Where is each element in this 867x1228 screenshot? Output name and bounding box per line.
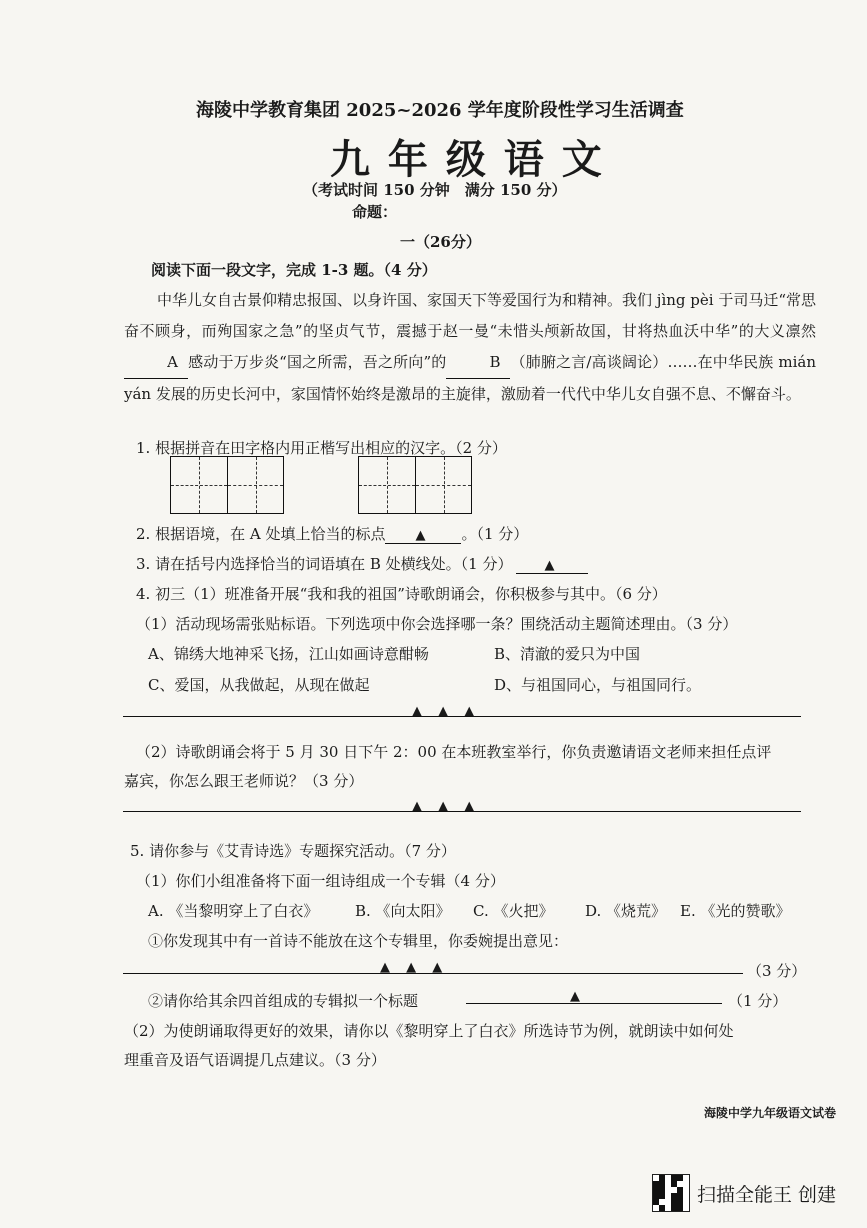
answer-blank-q3[interactable] — [516, 555, 588, 574]
option-b: B、清澈的爱只为中国 — [494, 645, 641, 663]
answer-marker: ▲ ▲ ▲ — [412, 704, 481, 719]
answer-line-q4-2[interactable] — [123, 811, 801, 812]
option-a: A、锦绣大地神采飞扬，江山如画诗意酣畅 — [148, 645, 429, 663]
passage-part-2: 感动于万步炎“国之所需，吾之所向”的 — [188, 353, 447, 371]
question-5: 5. 请你参与《艾青诗选》专题探究活动。（7 分） — [130, 842, 456, 860]
question-2-text: 2. 根据语境，在 A 处填上恰当的标点 — [136, 525, 386, 543]
answer-marker: ▲ — [544, 558, 561, 573]
poem-b: B. 《向太阳》 — [355, 902, 451, 920]
section-title: 一（26分） — [400, 233, 481, 251]
tianzige-grid-1[interactable] — [170, 456, 284, 514]
setter-label: 命题： — [352, 203, 398, 221]
answer-marker: ▲ ▲ ▲ — [380, 960, 449, 975]
question-5-sub-2-line-1: （2）为使朗诵取得更好的效果，请你以《黎明穿上了白衣》所选诗节为例，就朗读中如何处 — [124, 1022, 734, 1040]
question-5-sub-1: （1）你们小组准备将下面一组诗组成一个专辑（4 分） — [136, 872, 505, 890]
answer-blank-q2[interactable] — [385, 525, 461, 544]
question-3 — [136, 553, 588, 574]
subject-title: 九 年 级 语 文 — [330, 136, 604, 183]
grid-cell[interactable] — [415, 457, 471, 513]
grid-cell[interactable] — [359, 457, 415, 513]
exam-info: （考试时间 150 分钟 满分 150 分） — [303, 181, 567, 199]
option-d: D、与祖国同心，与祖国同行。 — [494, 676, 702, 694]
question-4-sub-2-line-1: （2）诗歌朗诵会将于 5 月 30 日下午 2：00 在本班教室举行，你负责邀请语文老师来担任点评 — [136, 743, 772, 761]
question-5-points-1: （3 分） — [747, 962, 807, 980]
poem-e: E. 《光的赞歌》 — [680, 902, 791, 920]
question-5-circle-2: ②请你给其余四首组成的专辑拟一个标题 — [148, 992, 419, 1010]
answer-line-q4-1[interactable] — [123, 716, 801, 717]
school-title: 海陵中学教育集团 2025~2026 学年度阶段性学习生活调查 — [196, 100, 684, 121]
reading-instruction: 阅读下面一段文字，完成 1-3 题。（4 分） — [151, 261, 437, 279]
answer-marker: ▲ — [415, 528, 432, 543]
question-4: 4. 初三（1）班准备开展“我和我的祖国”诗歌朗诵会，你积极参与其中。（6 分） — [136, 585, 667, 603]
page-footer-label: 海陵中学九年级语文试卷 — [704, 1106, 837, 1120]
qr-code-icon — [652, 1174, 690, 1212]
answer-line-q5-2[interactable] — [466, 1003, 722, 1004]
answer-marker: ▲ ▲ ▲ — [412, 799, 481, 814]
poem-d: D. 《烧荒》 — [585, 902, 667, 920]
answer-line-q5-1[interactable] — [123, 973, 743, 974]
tianzige-grid-2[interactable] — [358, 456, 472, 514]
reading-passage — [124, 285, 816, 410]
blank-a: A — [124, 347, 188, 379]
question-1: 1. 根据拼音在田字格内用正楷写出相应的汉字。（2 分） — [136, 439, 507, 457]
grid-cell[interactable] — [171, 457, 227, 513]
answer-marker: ▲ — [570, 989, 586, 1004]
question-5-circle-1: ①你发现其中有一首诗不能放在这个专辑里，你委婉提出意见： — [148, 932, 569, 950]
passage-part-1: 中华儿女自古景仰精忠报国、以身许国、家国天下等爱国行为和精神。我们 jìng pèi 于司马迁“常思奋不顾身，而殉国家之急”的坚贞气节，震撼于赵一曼“未惜头颅新故国，甘将热血沃中华”的大义凛然 — [124, 291, 816, 340]
scanner-watermark: 扫描全能王 创建 — [697, 1184, 837, 1206]
question-4-sub-1: （1）活动现场需张贴标语。下列选项中你会选择哪一条？围绕活动主题简述理由。（3 分） — [136, 615, 738, 633]
question-5-points-2: （1 分） — [728, 992, 788, 1010]
poem-c: C. 《火把》 — [473, 902, 554, 920]
question-4-sub-2-line-2: 嘉宾，你怎么跟王老师说？（3 分） — [124, 772, 364, 790]
blank-b: B — [446, 347, 510, 379]
question-2 — [136, 523, 528, 544]
poem-a: A. 《当黎明穿上了白衣》 — [148, 902, 319, 920]
question-3-text: 3. 请在括号内选择恰当的词语填在 B 处横线处。（1 分） — [136, 555, 513, 573]
passage-part-3: （肺腑之言/高谈阔论）……在中华民族 mián yán 发展的历史长河中，家国情怀始终是激昂的主旋律，激励着一代代中华儿女自强不息、不懈奋斗。 — [124, 353, 817, 403]
question-2-points: 。（1 分） — [461, 525, 529, 543]
question-5-sub-2-line-2: 理重音及语气语调提几点建议。（3 分） — [124, 1051, 386, 1069]
option-c: C、爱国，从我做起，从现在做起 — [148, 676, 370, 694]
grid-cell[interactable] — [227, 457, 283, 513]
